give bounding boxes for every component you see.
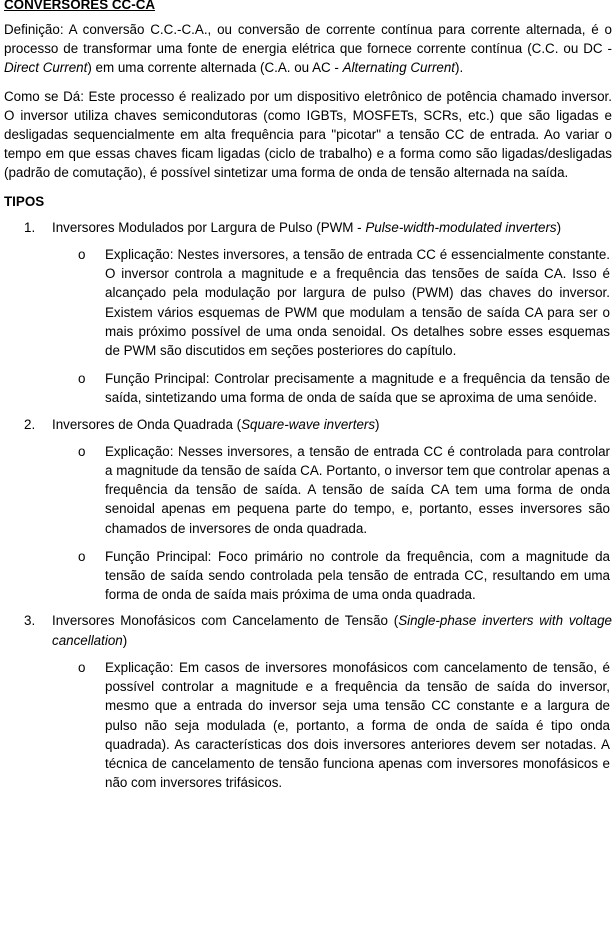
explicacao-text: Explicação: Nesses inversores, a tensão de entrada CC é controlada para controlar a magnitude da tensão de saída CA. Portanto, o inversor tem que controlar apenas a frequência da tensão de saída. A tensão de saída CA tem uma forma de onda senoidal apenas em pequena parte do tempo, e, portanto, esses inversores são chamados de inversores de onda quadrada. [105, 443, 610, 536]
list-item-heading [4, 218, 612, 237]
sub-bullet [4, 442, 612, 538]
definition-text-b: ) em uma corrente alternada (C.A. ou AC - [87, 60, 343, 76]
bullet-marker: o [78, 247, 86, 263]
definition-text-c: ). [455, 60, 464, 76]
definition-italic-b: Alternating Current [342, 60, 456, 76]
como-se-da-paragraph: Como se Dá: Este processo é realizado por um dispositivo eletrônico de potência chamado inversor. O inversor utiliza chaves semicondutoras (como IGBTs, MOSFETs, SCRs, etc.) que são ligadas e desligadas sequencialmente em alta frequência para "picotar" a tensão CC de entrada. Ao variar o tempo em que essas chaves ficam ligadas (ciclo de trabalho) e a forma como são ligadas/desligadas (padrão de comutação), é possível sintetizar uma forma de onda de tensão alternada na saída. [4, 88, 612, 181]
list-item-title-italic: Pulse-width-modulated inverters [365, 219, 557, 235]
bullet-marker: o [78, 548, 86, 564]
definition-italic-a: Direct Current [4, 60, 88, 76]
list-item-title-end: ) [375, 416, 380, 432]
explicacao-text: Explicação: Nestes inversores, a tensão de entrada CC é essencialmente constante. O inversor controla a magnitude e a frequência das tensões de saída CA. Isso é alcançado pela modulação por largura de pulso (PWM) das chaves do inversor. Existem vários esquemas de PWM que modulam a tensão de saída CA para ser o mais próximo possível de uma onda senoidal. Os detalhes sobre esses esquemas de PWM são discutidos em seções posteriores do capítulo. [105, 247, 610, 359]
document-title: CONVERSORES CC-CA [4, 0, 156, 12]
list-item-2 [4, 415, 612, 605]
list-item-title-italic: Single-phase inverters with voltage cancellation [52, 613, 612, 648]
definition-text-a: A conversão C.C.-C.A., ou conversão de corrente contínua para corrente alternada, é o processo de transformar uma fonte de energia elétrica que fornece corrente contínua (C.C. ou DC - [4, 22, 612, 57]
definition-paragraph [4, 20, 612, 78]
sub-bullet [4, 369, 612, 407]
list-item-heading [4, 415, 612, 434]
list-item-number: 2. [24, 416, 36, 432]
bullet-marker: o [78, 659, 86, 675]
list-item-title-end: ) [122, 632, 128, 648]
bullet-marker: o [78, 443, 86, 459]
list-item-heading [4, 611, 612, 649]
list-item-1 [4, 218, 612, 408]
funcao-text: Função Principal: Controlar precisamente a magnitude e a frequência da tensão de saída, sintetizando uma forma de onda de saída que se aproxima de uma senóide. [105, 371, 610, 406]
list-item-title [52, 611, 612, 649]
bullet-marker: o [78, 371, 86, 387]
sub-bullet [4, 245, 612, 360]
list-item-number: 1. [24, 219, 36, 235]
list-item-title-text: Inversores de Onda Quadrada ( [52, 416, 242, 432]
list-item-title-italic: Square-wave inverters [241, 416, 376, 432]
definition-label: Definição: [4, 22, 64, 37]
list-item-title [52, 415, 612, 434]
sub-bullet [4, 547, 612, 605]
tipos-heading: TIPOS [4, 193, 45, 209]
list-item-number: 3. [24, 613, 36, 629]
list-item-title-text: Inversores Modulados por Largura de Pulso (PWM - [52, 219, 366, 235]
funcao-text: Função Principal: Foco primário no controle da frequência, com a magnitude da tensão de saída sendo controlada pela tensão de entrada CC, resultando em uma forma de onda de saída mais próxima de uma onda quadrada. [105, 548, 610, 603]
explicacao-text: Explicação: Em casos de inversores monofásicos com cancelamento de tensão, é possível controlar a magnitude e a frequência da tensão de saída do inversor, mesmo que a entrada do inversor seja uma tensão CC constante e a largura de pulso não seja modulada (e, portanto, a forma de onda de saída é tipo onda quadrada). As características dos dois inversores anteriores devem ser notadas. A técnica de cancelamento de tensão funciona apenas com inversores monofásicos e não com inversores trifásicos. [105, 659, 610, 791]
sub-bullet [4, 658, 612, 792]
list-item-title-text: Inversores Monofásicos com Cancelamento de Tensão ( [52, 613, 399, 629]
list-item-title [52, 218, 612, 237]
list-item-3 [4, 611, 612, 792]
list-item-title-end: ) [556, 219, 562, 235]
